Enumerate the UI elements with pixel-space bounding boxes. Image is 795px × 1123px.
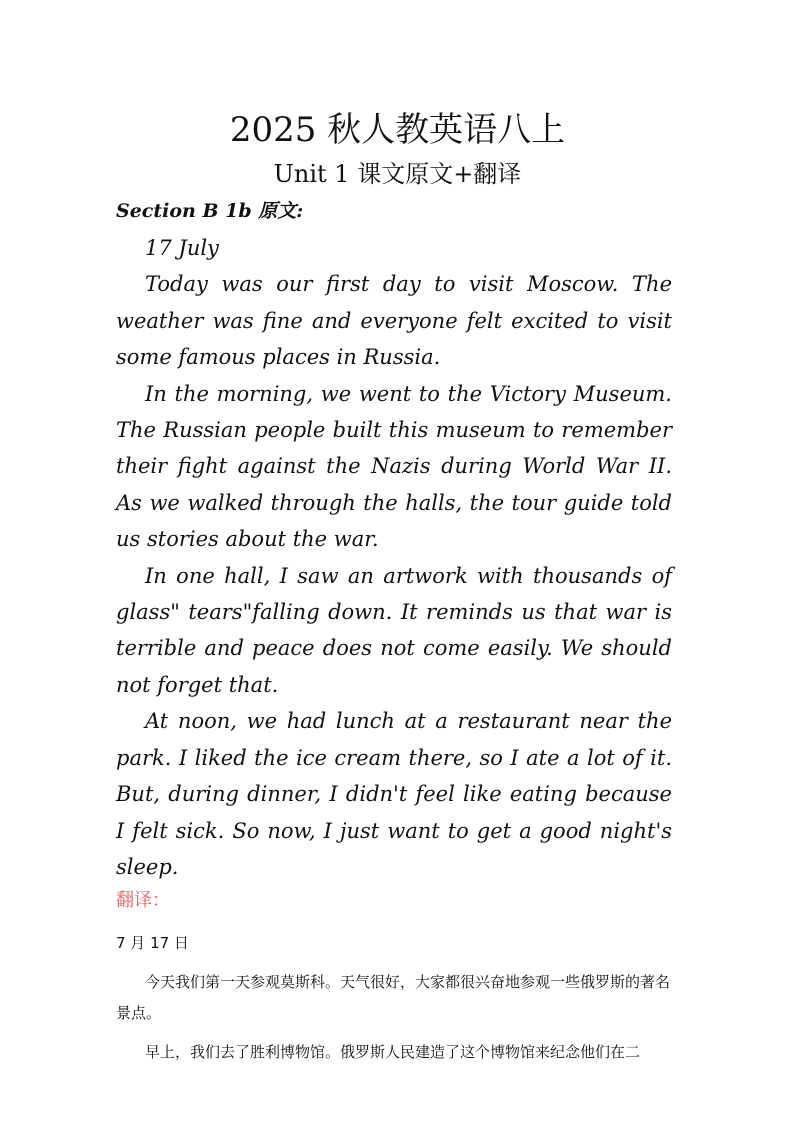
english-paragraph-3: In one hall, I saw an artwork with thousands of glass" tears"falling down. It reminds us that war is terrible and peace does not come easily. We should not forget that. xyxy=(116,563,672,697)
document-subtitle: Unit 1 课文原文+翻译 xyxy=(273,160,522,188)
english-paragraph-4: At noon, we had lunch at a restaurant near the park. I liked the ice cream there, so I ate a lot of it. But, during dinner, I didn't feel like eating because I felt sick. So now, I just want to get a good night's sleep. xyxy=(116,709,672,879)
chinese-translation xyxy=(116,928,676,1068)
document-title: 2025 秋人教英语八上 xyxy=(229,110,566,150)
chinese-date: 7 月 17 日 xyxy=(116,934,189,952)
chinese-paragraph-2: 早上，我们去了胜利博物馆。俄罗斯人民建造了这个博物馆来纪念他们在二 xyxy=(145,1043,641,1061)
english-passage xyxy=(116,230,672,885)
chinese-paragraph-1: 今天我们第一天参观莫斯科。天气很好，大家都很兴奋地参观一些俄罗斯的著名景点。 xyxy=(116,973,671,1022)
english-paragraph-2: In the morning, we went to the Victory Museum. The Russian people built this museum to remember their fight against the Nazis during World War II. As we walked through the halls, the tour guide told us stories about the war. xyxy=(116,381,672,552)
translation-label: 翻译： xyxy=(116,890,170,911)
english-date: 17 July xyxy=(145,236,219,260)
english-paragraph-1: Today was our first day to visit Moscow. The weather was fine and everyone felt excited to visit some famous places in Russia. xyxy=(116,272,672,370)
section-label: Section B 1b 原文: xyxy=(116,200,304,222)
